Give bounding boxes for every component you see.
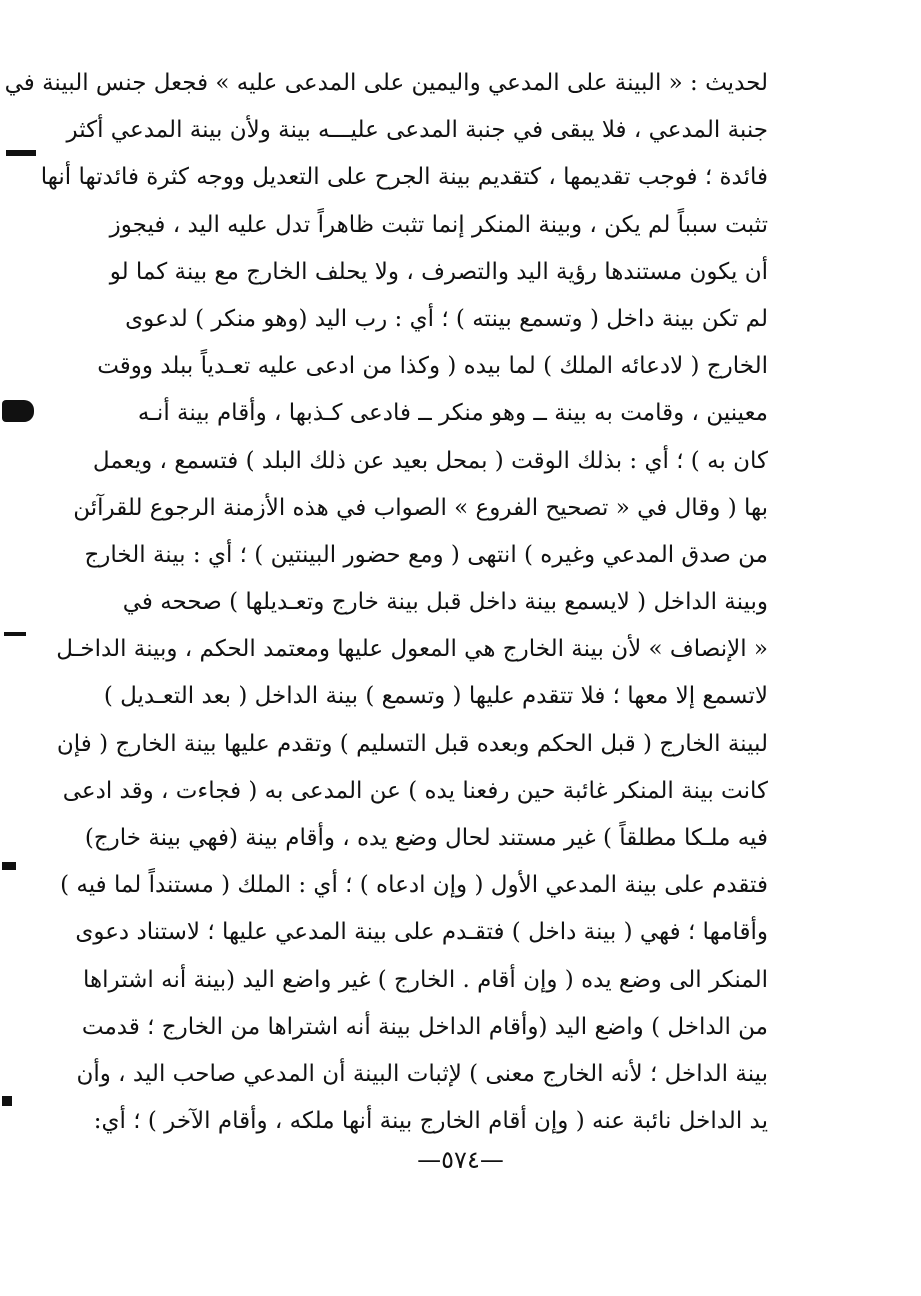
text-line: تثبت سبباً لم يكن ، وبينة المنكر إنما تثبت ظاهراً تدل عليه اليد ، فيجوز [109,211,768,238]
text-line: لبينة الخارج ( قبل الحكم وبعده قبل التسليم ) وتقدم عليها بينة الخارج ( فإن [56,730,768,757]
page-number: —٥٧٤— [417,1146,504,1174]
text-line: « الإنصاف » لأن بينة الخارج هي المعول عليها ومعتمد الحكم ، وبينة الداخـل [56,636,768,663]
text-line: كانت بينة المنكر غائبة حين رفعنا يده ) عن المدعى به ( فجاءت ، وقد ادعى [62,777,768,804]
scan-margin-mark [2,862,16,870]
text-line: لحديث : « البينة على المدعي واليمين على المدعى عليه » فجعل جنس البينة في [4,70,768,96]
text-line: المنكر الى وضع يده ( وإن أقام . الخارج ) غير واضع اليد (بينة أنه اشتراها [82,966,768,993]
scan-margin-mark [6,150,36,156]
text-line: من الداخل ) واضع اليد (وأقام الداخل بينة أنه اشتراها من الخارج ؛ قدمت [81,1013,768,1040]
text-line: جنبة المدعي ، فلا يبقى في جنبة المدعى عليـــه بينة ولأن بينة المدعي أكثر [66,117,768,144]
body-text [4,60,768,1145]
text-line: كان به ) ؛ أي : بذلك الوقت ( بمحل بعيد عن ذلك البلد ) فتسمع ، ويعمل [92,447,768,474]
text-line: من صدق المدعي وغيره ) انتهى ( ومع حضور البينتين ) ؛ أي : بينة الخارج [84,541,768,568]
text-line: الخارج ( لادعائه الملك ) لما بيده ( وكذا من ادعى عليه تعـدياً ببلد ووقت [97,353,768,380]
text-line: أن يكون مستندها رؤية اليد والتصرف ، ولا يحلف الخارج مع بينة كما لو [109,258,768,285]
scan-margin-mark [4,632,26,636]
text-line: وأقامها ؛ فهي ( بينة داخل ) فتقـدم على بينة المدعي عليها ؛ لاستناد دعوى [75,919,768,946]
text-line: بينة الداخل ؛ لأنه الخارج معنى ) لإثبات البينة أن المدعي صاحب اليد ، وأن [76,1060,768,1087]
scan-margin-mark [2,1096,12,1106]
text-line: بها ( وقال في « تصحيح الفروع » الصواب في هذه الأزمنة الرجوع للقرآئن [73,494,768,521]
text-line: يد الداخل نائبة عنه ( وإن أقام الخارج بينة أنها ملكه ، وأقام الآخر ) ؛ أي: [93,1108,768,1135]
text-line: معينين ، وقامت به بينة ــ وهو منكر ــ فادعى كـذبها ، وأقام بينة أنـه [137,400,768,427]
text-line: فيه ملـكا مطلقاً ) غير مستند لحال وضع يده ، وأقام بينة (فهي بينة خارج) [84,825,768,851]
text-line: فتقدم على بينة المدعي الأول ( وإن ادعاه ) ؛ أي : الملك ( مستنداً لما فيه ) [60,872,768,899]
text-line: لاتسمع إلا معها ؛ فلا تتقدم عليها ( وتسمع ) بينة الداخل ( بعد التعـديل ) [103,683,768,710]
text-line: وبينة الداخل ( لايسمع بينة داخل قبل بينة خارج وتعـديلها ) صححه في [122,589,768,616]
text-line: فائدة ؛ فوجب تقديمها ، كتقديم بينة الجرح على التعديل ووجه كثرة فائدتها أنها [40,164,768,191]
text-line: لم تكن بينة داخل ( وتسمع بينته ) ؛ أي : رب اليد (وهو منكر ) لدعوى [125,305,768,332]
scan-margin-mark [2,400,34,422]
